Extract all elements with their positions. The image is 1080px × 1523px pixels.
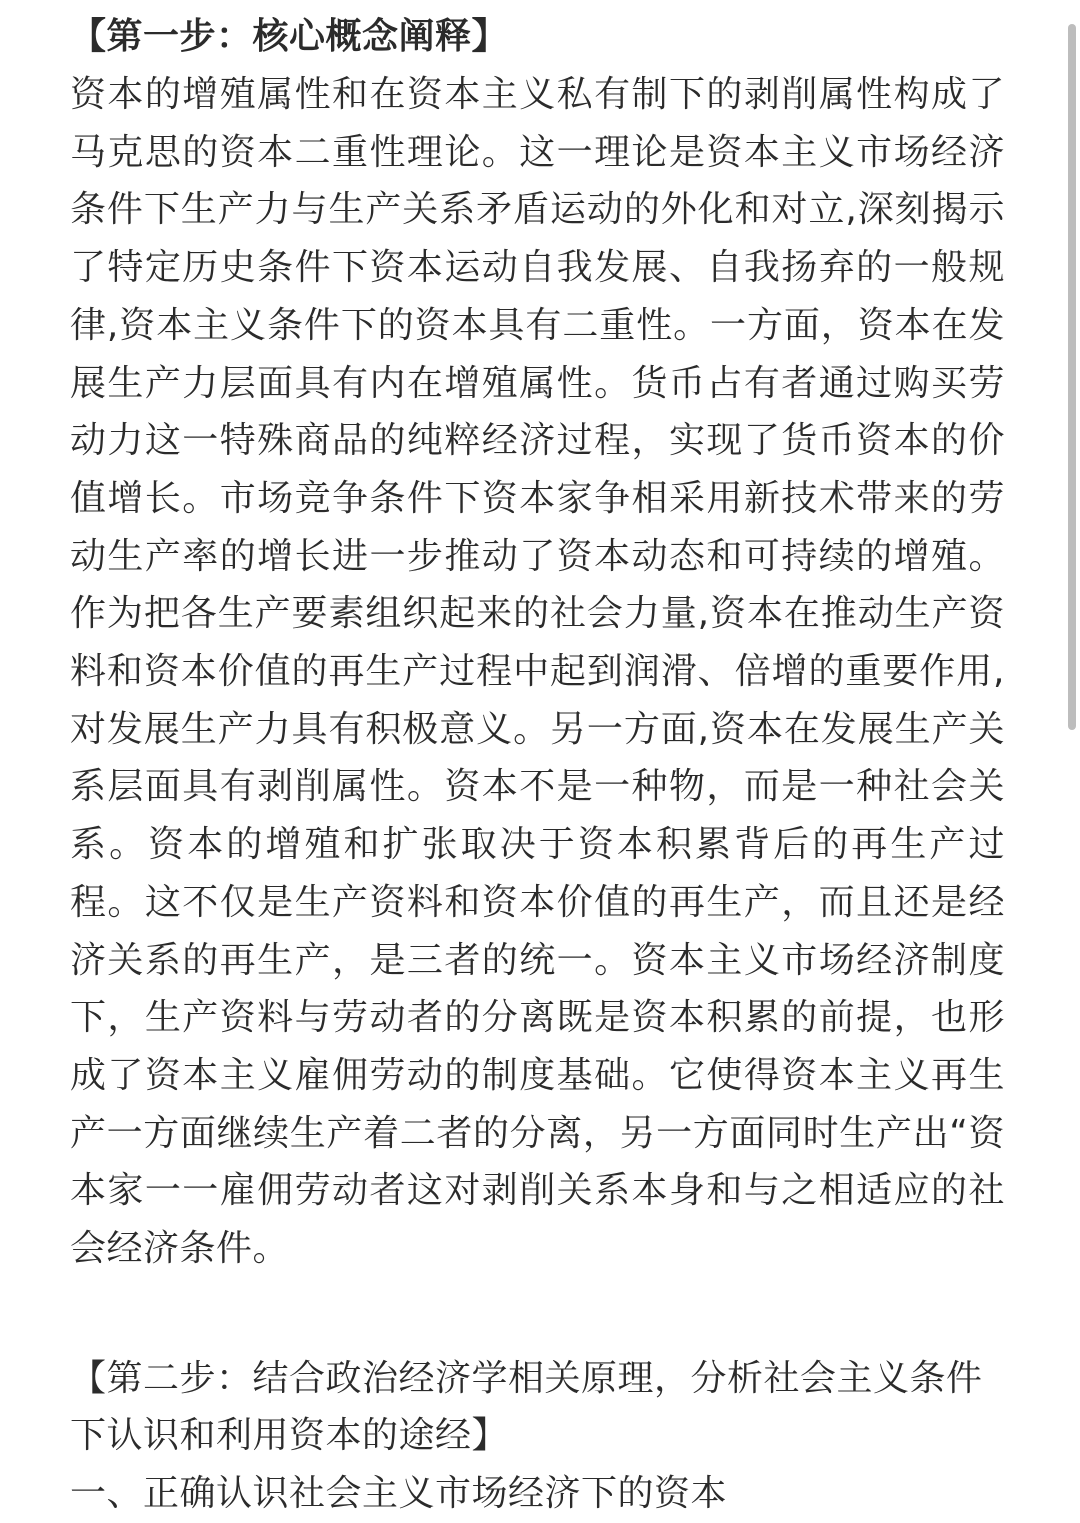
scrollbar-thumb[interactable]: [1068, 24, 1076, 730]
section-2-subheading: 一、正确认识社会主义市场经济下的资本: [70, 1473, 728, 1515]
paragraph-spacer: [70, 1278, 1005, 1350]
section-1-body: 资本的增殖属性和在资本主义私有制下的剥削属性构成了马克思的资本二重性理论。这一理论是资本主义市场经济条件下生产力与生产关系矛盾运动的外化和对立,深刻揭示了特定历史条件下资本运动自我发展、自我扬弃的一般规律,资本主义条件下的资本具有二重性。一方面，资本在发展生产力层面具有内在增殖属性。货币占有者通过购买劳动力这一特殊商品的纯粹经济过程，实现了货币资本的价值增长。市场竞争条件下资本家争相采用新技术带来的劳动生产率的增长进一步推动了资本动态和可持续的增殖。作为把各生产要素组织起来的社会力量,资本在推动生产资料和资本价值的再生产过程中起到润滑、倍增的重要作用,对发展生产力具有积极意义。另一方面,资本在发展生产关系层面具有剥削属性。资本不是一种物，而是一种社会关系。资本的增殖和扩张取决于资本积累背后的再生产过程。这不仅是生产资料和资本价值的再生产，而且还是经济关系的再生产，是三者的统一。资本主义市场经济制度下，生产资料与劳动者的分离既是资本积累的前提，也形成了资本主义雇佣劳动的制度基础。它使得资本主义再生产一方面继续生产着二者的分离，另一方面同时生产出“资本家一一雇佣劳动者这对剥削关系本身和与之相适应的社会经济条件。: [70, 74, 1005, 1270]
section-2-heading: 【第二步：结合政治经济学相关原理，分析社会主义条件下认识和利用资本的途经】: [70, 1357, 983, 1457]
article-content: [70, 8, 1005, 1523]
section-1-heading: 【第一步：核心概念阐释】: [70, 16, 509, 57]
